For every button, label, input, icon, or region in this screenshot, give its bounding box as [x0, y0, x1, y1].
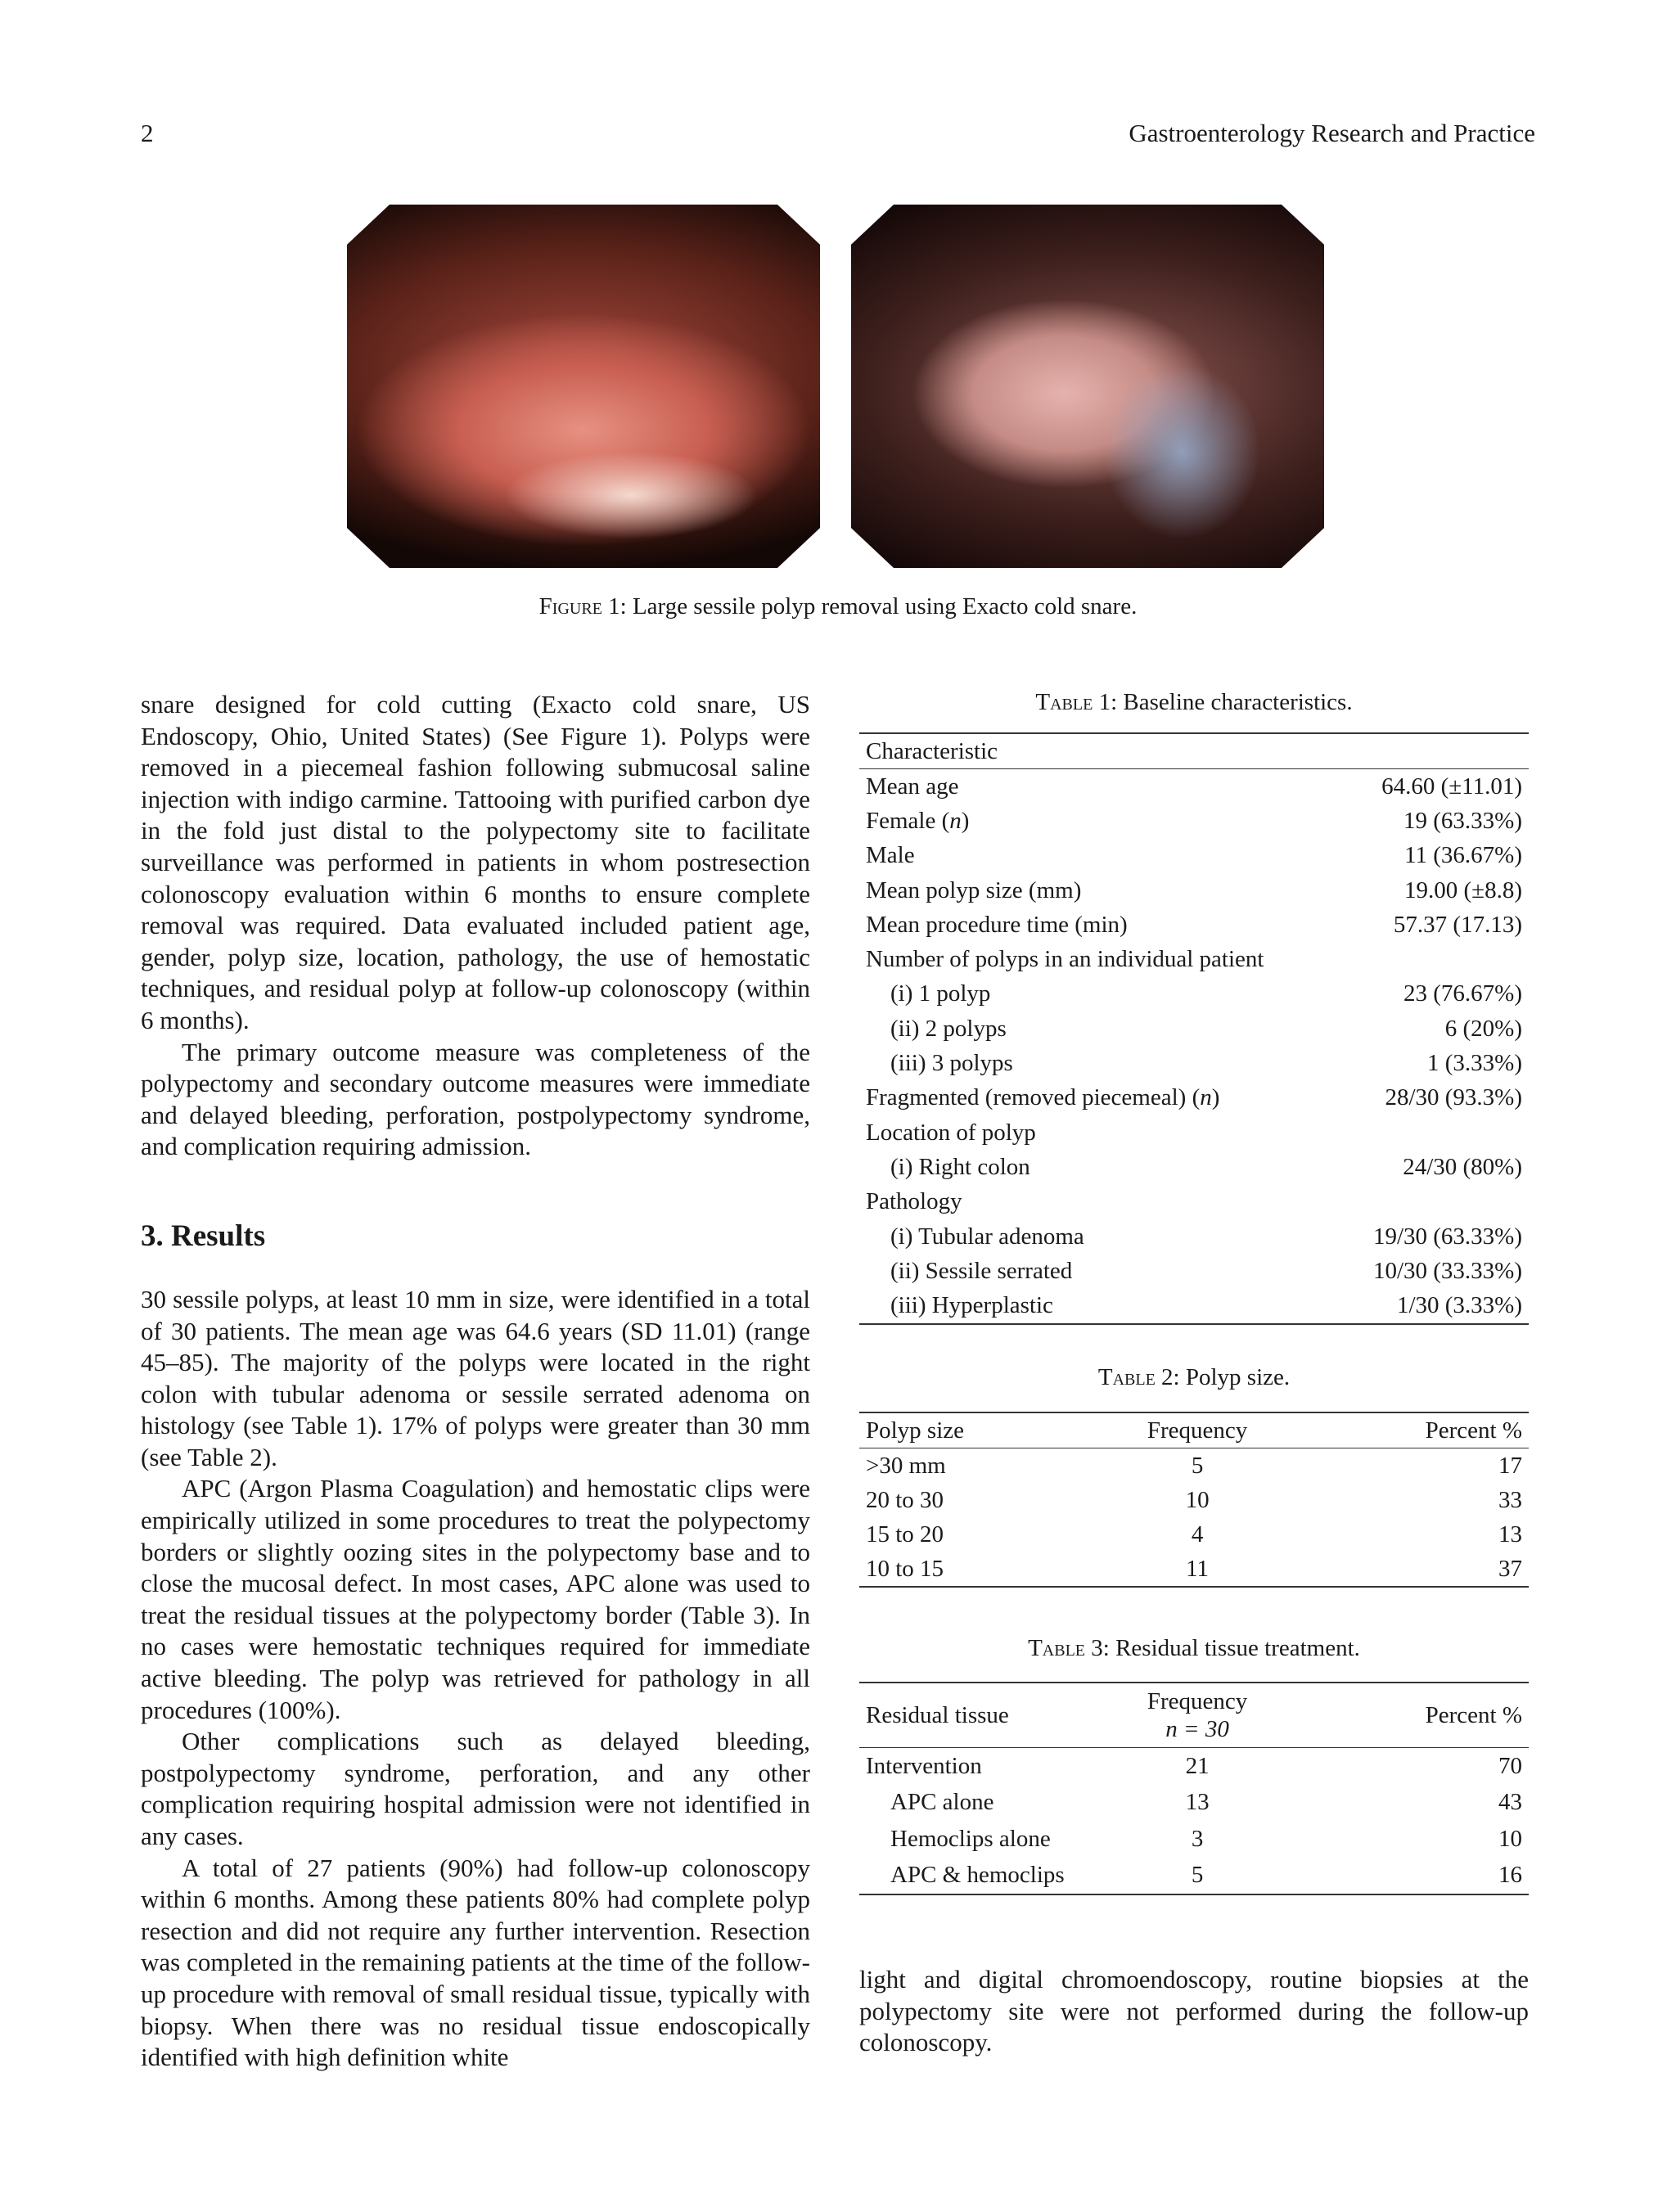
- cell: 13: [1498, 1520, 1522, 1547]
- table-row: [859, 1185, 1529, 1219]
- cell: 70: [1498, 1752, 1522, 1779]
- cell: 15 to 20: [866, 1520, 944, 1547]
- table2-caption: Table 2: Polyp size.: [1097, 1364, 1291, 1390]
- table-row: [859, 908, 1529, 942]
- table3-label: Table 3: [1028, 1635, 1103, 1661]
- cell: 10: [1498, 1825, 1522, 1852]
- table1-header: Characteristic: [859, 733, 1529, 769]
- table-row: [859, 1748, 1529, 1785]
- table2-caption-text: Polyp size.: [1185, 1364, 1291, 1390]
- row-value: [1340, 1115, 1529, 1150]
- figure-caption-text: Large sessile polyp removal using Exacto cold snare.: [632, 593, 1138, 619]
- endoscopy-image-before: [347, 205, 820, 568]
- cell: 5: [1191, 1862, 1204, 1889]
- cell: 10 to 15: [866, 1555, 944, 1582]
- paragraph-outcomes: The primary outcome measure was completeness of the polypectomy and secondary outcome measures were immediate and delayed bleeding, perforation, postpolypectomy syndrome, and complication requiring admission.: [141, 1037, 810, 1161]
- table2-link[interactable]: Table 2: [187, 1442, 263, 1471]
- cell: 17: [1498, 1452, 1522, 1479]
- page-number: 2: [141, 119, 154, 147]
- row-value: 24/30 (80%): [1403, 1153, 1522, 1180]
- row-label: Male: [866, 842, 915, 869]
- table3-caption-text: Residual tissue treatment.: [1115, 1635, 1360, 1661]
- row-label: Location of polyp: [866, 1119, 1036, 1146]
- table3-link[interactable]: Table 3: [688, 1600, 766, 1629]
- text-run: APC (Argon Plasma Coagulation) and hemostatic clips were empirically utilized in some procedures to treat the polypectomy borders or slightly oozing sites in the polypectomy base and to close the mucosal defect. In most cases, APC alone was used to treat the residual tissues at the polypectomy border (: [141, 1474, 810, 1629]
- paragraph-results-2: [141, 1473, 810, 1726]
- polyp-size-table: [859, 1412, 1529, 1588]
- residual-tissue-table: [859, 1682, 1529, 1895]
- column-header: Percent %: [1308, 1412, 1529, 1448]
- column-header: Residual tissue: [859, 1683, 1087, 1748]
- row-value: 28/30 (93.3%): [1385, 1084, 1522, 1111]
- cell: 3: [1191, 1825, 1204, 1852]
- column-header: [1087, 1683, 1308, 1748]
- cell: 33: [1498, 1486, 1522, 1513]
- cell: 21: [1185, 1752, 1210, 1779]
- cell: 4: [1191, 1520, 1204, 1547]
- column-header: Frequency: [1087, 1412, 1308, 1448]
- row-value: 19 (63.33%): [1403, 807, 1522, 834]
- cell: APC alone: [890, 1789, 994, 1816]
- table-row: [859, 1858, 1529, 1895]
- endoscopy-image-snare: [851, 205, 1324, 568]
- cell: 43: [1498, 1789, 1522, 1816]
- text-run: ). Polyps were removed in a piecemeal fashion following submucosal saline injection with indigo carmine. Tattooing with purified carbon dye in the fold just distal to the polypectomy site to facilitate surveillance was performed in patients in whom postresection colonoscopy evaluation within 6 months to ensure complete removal was required. Data evaluated included patient age, gender, polyp size, location, pathology, the use of hemostatic techniques, and residual polyp at follow-up colonoscopy (within 6 months).: [141, 721, 810, 1034]
- row-label: Pathology: [866, 1188, 962, 1215]
- cell: 13: [1185, 1789, 1210, 1816]
- table-row: [859, 804, 1529, 838]
- row-value: 11 (36.67%): [1404, 842, 1522, 869]
- row-value: 19/30 (63.33%): [1372, 1223, 1522, 1250]
- table-row: [859, 1150, 1529, 1184]
- row-label: (i) Right colon: [890, 1153, 1030, 1180]
- row-label: Female (n): [866, 807, 970, 834]
- table-row: [859, 1081, 1529, 1115]
- section-heading-results: 3. Results: [141, 1219, 266, 1253]
- header-line: Frequency: [1147, 1688, 1248, 1714]
- cell: 20 to 30: [866, 1486, 944, 1513]
- table-row: [859, 977, 1529, 1011]
- cell: >30 mm: [866, 1452, 946, 1479]
- text-run: ). 17% of polyps were greater than 30 mm (see: [141, 1411, 810, 1471]
- row-value: 1 (3.33%): [1427, 1050, 1522, 1077]
- row-label: Fragmented (removed piecemeal) (n): [866, 1084, 1220, 1111]
- text-run: 30 sessile polyps, at least 10 mm in size, were identified in a total of 30 patients. The mean age was 64.6 years (SD 11.01) (range 45–85). The majority of the polyps were located in the right colon with tubular adenoma or sessile serrated adenoma on histology (see: [141, 1284, 810, 1440]
- baseline-characteristics-table: [859, 732, 1529, 1325]
- table1-caption-text: Baseline characteristics.: [1123, 689, 1353, 715]
- table-row: [859, 1552, 1529, 1587]
- row-label: (ii) Sessile serrated: [890, 1257, 1073, 1284]
- paragraph-continuation: light and digital chromoendoscopy, routine biopsies at the polypectomy site were not performed during the follow-up colonoscopy.: [859, 1965, 1529, 2057]
- cell: APC & hemoclips: [890, 1862, 1065, 1889]
- row-label: Mean age: [866, 773, 959, 800]
- table-row: [859, 942, 1529, 976]
- row-label: Mean polyp size (mm): [866, 876, 1082, 903]
- row-label: (i) 1 polyp: [890, 980, 991, 1007]
- row-value: 64.60 (±11.01): [1381, 773, 1522, 800]
- table-row: [859, 1219, 1529, 1254]
- journal-name: Gastroenterology Research and Practice: [1129, 119, 1535, 147]
- paragraph-results-1: [141, 1284, 810, 1474]
- row-label: Number of polyps in an individual patient: [866, 946, 1264, 973]
- row-label: Mean procedure time (min): [866, 911, 1128, 938]
- cell: Intervention: [866, 1752, 982, 1779]
- table-row: [859, 1288, 1529, 1323]
- table-row: [859, 1517, 1529, 1552]
- table-row: [859, 1785, 1529, 1822]
- figure-label: Figure 1: [538, 593, 620, 619]
- paragraph-methods: [141, 689, 810, 1037]
- column-header: Percent %: [1308, 1683, 1529, 1748]
- row-value: 19.00 (±8.8): [1404, 876, 1522, 903]
- table-row: [859, 1448, 1529, 1484]
- cell: 5: [1191, 1452, 1204, 1479]
- row-label: (i) Tubular adenoma: [890, 1223, 1084, 1250]
- table-row: [859, 873, 1529, 908]
- paragraph-results-4: A total of 27 patients (90%) had follow-up colonoscopy within 6 months. Among these patients 80% had complete polyp resection and did not require any further intervention. Resection was completed in the remaining patients at the time of the follow-up procedure with removal of small residual tissue, typically with biopsy. When there was no residual tissue endoscopically identified with high definition white: [141, 1853, 810, 2072]
- cell: 10: [1185, 1486, 1210, 1513]
- row-label: (iii) 3 polyps: [890, 1050, 1013, 1077]
- row-value: 1/30 (3.33%): [1396, 1292, 1522, 1319]
- table-row: [859, 1483, 1529, 1517]
- row-value: [1340, 942, 1529, 976]
- row-value: [1340, 1185, 1529, 1219]
- left-column: [141, 689, 810, 2074]
- header-line: n = 30: [1165, 1716, 1229, 1742]
- paragraph-results-3: Other complications such as delayed bleeding, postpolypectomy syndrome, perforation, and any other complication requiring hospital admission were not identified in any cases.: [141, 1727, 810, 1850]
- table-row: [859, 1115, 1529, 1150]
- column-header: Polyp size: [859, 1412, 1087, 1448]
- table-row: [859, 1821, 1529, 1858]
- row-label: (ii) 2 polyps: [890, 1015, 1007, 1042]
- row-value: 23 (76.67%): [1403, 980, 1522, 1007]
- table-row: [859, 1011, 1529, 1046]
- cell: 16: [1498, 1862, 1522, 1889]
- cell: 37: [1498, 1555, 1522, 1582]
- text-run: ). In no cases were hemostatic techniques required for immediate active bleeding. The polyp was retrieved for pathology in all procedures (100%).: [141, 1600, 811, 1724]
- table-row: [859, 1046, 1529, 1080]
- cell: Hemoclips alone: [890, 1825, 1051, 1852]
- figure-link[interactable]: Figure 1: [561, 721, 652, 750]
- row-label: (iii) Hyperplastic: [890, 1292, 1053, 1319]
- table2-label: Table 2: [1097, 1364, 1174, 1390]
- text-run: snare designed for cold cutting (Exacto cold snare, US Endoscopy, Ohio, United States) (See: [141, 690, 810, 750]
- table3-caption: Table 3: Residual tissue treatment.: [1028, 1635, 1360, 1661]
- table-row: [859, 769, 1529, 804]
- row-value: 57.37 (17.13): [1393, 911, 1522, 938]
- figure-caption: Figure 1: Large sessile polyp removal using Exacto cold snare.: [538, 593, 1138, 619]
- table-row: [859, 1254, 1529, 1288]
- table1-label: Table 1: [1035, 689, 1111, 715]
- cell: 11: [1186, 1555, 1210, 1582]
- text-run: ).: [262, 1442, 277, 1471]
- table1-caption: Table 1: Baseline characteristics.: [1035, 689, 1353, 715]
- table-row: [859, 839, 1529, 873]
- table1-link[interactable]: Table 1: [291, 1411, 368, 1440]
- row-value: 10/30 (33.33%): [1372, 1257, 1522, 1284]
- row-value: 6 (20%): [1444, 1015, 1522, 1042]
